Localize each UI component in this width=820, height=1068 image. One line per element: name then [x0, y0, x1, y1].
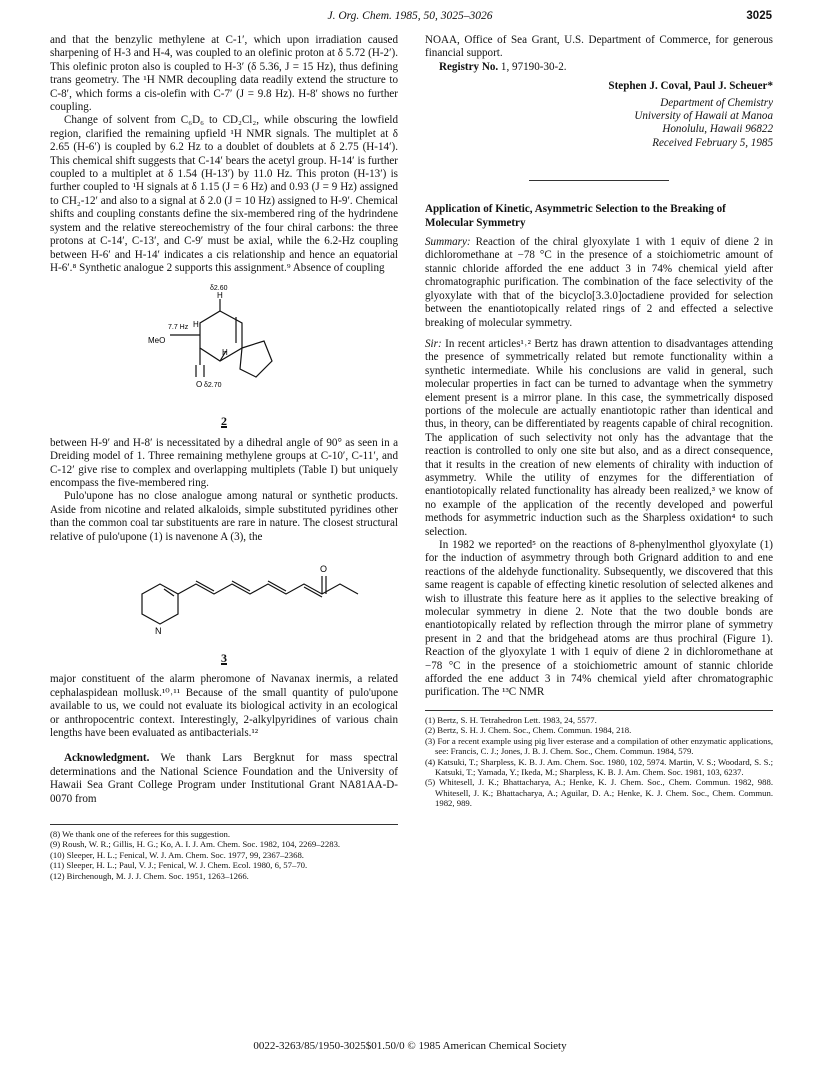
atom-label: H: [217, 291, 223, 301]
footnotes-right: [425, 710, 773, 809]
atom-label: N: [155, 625, 162, 636]
author-signature: [425, 80, 773, 150]
page-number: 3025: [746, 10, 772, 22]
structure-2-drawing: [50, 281, 398, 409]
footnote: (5) Whitesell, J. K.; Bhattacharya, A.; Henke, K. J. Chem. Soc., Chem. Commun. 1982, 988. Whitesell, J. K.; Bhattacharya, A.; Aguilar, D. A.; Henke, K. J. Chem. Soc., Chem. Commun. 1982, 989.: [425, 777, 773, 809]
shift-label: δ2.60: [210, 285, 228, 293]
registry-value: 1, 97190-30-2.: [498, 60, 567, 73]
affiliation-line: University of Hawaii at Manoa: [634, 110, 773, 123]
right-column: [425, 34, 773, 809]
section-divider: [529, 180, 669, 181]
sir-text: In recent articles¹˒² Bertz has drawn attention to disadvantages attending the presence of symmetrically related but remote functionality within a synthetic intermediate. While his conclusions are valid in general, such molecular properties in fact can be turned to advantage when the symmetry element present is a mirror plane. In this case, the symmetrically disposed portions of the molecule are actually enantiotopic rather than identical and thus, in theory, can be differentiated by reagents capable of chiral recognition. The application of such selectivity not only has the advantage that the reaction is controlled to only one site but also, and as a direct consequence, that it results in the creation of new elements of chirality with induction of asymmetry. While the utility of enzymes for the differentiation of enantiotopically related functionality has already been realized,³ we know of no example of the application of the recently developed and powerful methods for asymmetric induction such as the Sharpless oxidation⁴ to such selection.: [425, 337, 773, 538]
footnote: (4) Katsuki, T.; Sharpless, K. B. J. Am. Chem. Soc. 1980, 102, 5974. Martin, V. S.; Woodard, S. S.; Katsuki, T.; Yamada, Y.; Ikeda, M.; Sharpless, K. B. J. Am. Chem. Soc. 1981, 103, 6237.: [425, 756, 773, 777]
atom-label: O: [196, 380, 203, 390]
summary-lead: Summary:: [425, 236, 471, 249]
journal-citation: J. Org. Chem. 1985, 50, 3025–3026: [327, 10, 493, 22]
footnote: (1) Bertz, S. H. Tetrahedron Lett. 1983, 24, 5577.: [425, 714, 597, 725]
left-column: [50, 34, 398, 881]
footnote: (10) Sleeper, H. L.; Fenical, W. J. Am. Chem. Soc. 1977, 99, 2367–2368.: [50, 849, 304, 860]
footnote: (8) We thank one of the referees for this suggestion.: [50, 829, 231, 840]
atom-label: O: [320, 563, 328, 574]
footnote: (11) Sleeper, H. L.; Paul, V. J.; Fenical, W. J. Chem. Ecol. 1980, 6, 57–70.: [50, 860, 308, 871]
footnotes-left: [50, 824, 398, 881]
structure-2-figure: [50, 281, 398, 409]
atom-label: H: [222, 348, 228, 358]
paragraph: between H-9′ and H-8′ is necessitated by a dihedral angle of 90° as seen in a Dreiding model of 1. Three remaining methylene groups at C-10′, C-11′, and C-12′ give rise to complex and overlapping multiplets (Table I) but uniquely encompass the five-membered ring.: [50, 436, 398, 489]
structure-3-drawing: [50, 550, 398, 646]
acknowledgment: [50, 752, 398, 806]
paragraph: Pulo'upone has no close analogue among natural or synthetic products. Aside from nicotine and related alkaloids, simple substituted pyridines other than the common coal tar substituents are rare in nature. The closest structural relative of pulo'upone (1) is navenone A (3), the: [50, 490, 398, 543]
coupling-label: 7.7 Hz: [168, 324, 189, 332]
acknowledgment-text: We thank Lars Bergknut for mass spectral determinations and the National Science Foundation and the University of Hawaii Sea Grant College Program under Institutional Grant NA81AA-D-0070 from: [50, 752, 398, 805]
paragraph: NOAA, Office of Sea Grant, U.S. Department of Commerce, for generous financial support.: [425, 34, 773, 60]
structure-3-label: 3: [221, 650, 227, 665]
structure-3-figure: [50, 550, 398, 646]
received-date: Received February 5, 1985: [652, 136, 773, 149]
acknowledgment-heading: Acknowledgment.: [64, 752, 150, 765]
affiliation-line: Honolulu, Hawaii 96822: [662, 123, 773, 136]
atom-label: H: [193, 320, 199, 330]
affiliation-line: Department of Chemistry: [660, 96, 773, 109]
author-names: Stephen J. Coval, Paul J. Scheuer*: [608, 80, 773, 93]
registry-numbers: [439, 61, 773, 74]
paragraph: [425, 338, 773, 539]
paragraph: Change of solvent from C₆D₆ to CD₂Cl₂, while obscuring the lowfield region, clarified the remaining upfield ¹H NMR signals. The multiplet at δ 2.65 (H-6′) is coupled by 6.2 Hz to a doublet of doublets at δ 2.75 (H-14′). This chemical shift suggests that C-14′ bears the acetyl group. H-14′ is further coupled to a multiplet at δ 1.54 (H-13′) by 11.0 Hz. This proton (H-13′) is further coupled to ¹H signals at δ 1.15 (J = 6 Hz) and 0.93 (J = 9 Hz) assigned to CH₂-12′ and also to a signal at δ 2.0 (J = 10 Hz) assigned to H-9′. Chemical shifts and coupling constants define the six-membered ring of the hydrindene system and the relative stereochemistry of the four chiral carbons: the three protons at C-14′, C-13′, and C-9′ must be axial, while the 6.2-Hz coupling between H-6′ and H-14′ indicates a cis relationship and hence an equatorial H-6′.⁸ Synthetic analogue 2 supports this assignment.⁹ Absence of coupling: [50, 114, 398, 274]
footnote: (12) Birchenough, M. J. J. Chem. Soc. 1951, 1263–1266.: [50, 870, 249, 881]
paragraph: In 1982 we reported⁵ on the reactions of 8-phenylmenthol glyoxylate (1) for the induction of asymmetry through both Grignard addition to and ene reactions of the aldehyde functionality. Subsequently, we discovered that this same reagent is capable of effecting kinetic resolution of selected alkenes and wish to illustrate this feature here as it applies to the selective breaking of molecular symmetry in diene 2. Note that the two double bonds are enantiotopically related by reflection through the mirror plane of symmetry present in 2 and that the bridgehead atoms are thus prochiral (Figure 1). Reaction of the glyoxylate 1 with 1 equiv of diene 2 in dichloromethane at −78 °C in the presence of a stoichiometric amount of stannic chloride afforded the ene adduct 3 in 74% chemical yield after chromatographic purification. The ¹³C NMR: [425, 539, 773, 699]
article-title: Application of Kinetic, Asymmetric Selection to the Breaking of Molecular Symmetry: [425, 203, 726, 229]
paragraph: and that the benzylic methylene at C-1′, which upon irradiation caused sharpening of H-3 and H-4, was coupled to an olefinic proton at δ 5.72 (H-2′). This olefinic proton also is coupled to H-3′ (δ 5.36, J = 15 Hz), thus defining trans geometry. The ¹H NMR decoupling data readily extend the structure to C-8′, which forms a cis-olefin with C-7′ (J = 9.8 Hz). H-8′ shows no further coupling.: [50, 34, 398, 114]
sir-lead: Sir:: [425, 337, 442, 350]
running-header: [0, 10, 820, 30]
registry-label: Registry No.: [439, 60, 499, 73]
summary: [425, 236, 773, 330]
copyright-footer: 0022-3263/85/1950-3025$01.50/0 © 1985 American Chemical Society: [253, 1040, 567, 1052]
structure-2-label: 2: [221, 414, 227, 429]
footnote: (9) Roush, W. R.; Gillis, H. G.; Ko, A. I. J. Am. Chem. Soc. 1982, 104, 2269–2283.: [50, 839, 341, 850]
footnote: (2) Bertz, S. H. J. Chem. Soc., Chem. Commun. 1984, 218.: [425, 725, 632, 736]
summary-text: Reaction of the chiral glyoxylate 1 with 1 equiv of diene 2 in dichloromethane at −78 °C in the presence of a stoichiometric amount of stannic chloride afforded the ene adduct 3 in 74% chemical yield after chromatographic purification. The combination of the face selectivity of the glyoxylate with that of the bicyclo[3.3.0]octadiene provided for selection between the enantiotopically related rings of 2 and effected a selective breaking of molecular symmetry.: [425, 236, 773, 329]
footnote: (3) For a recent example using pig liver esterase and a compilation of other enzymatic applications, see: Francis, C. J.; Jones, J. B. J. Chem. Soc., Chem. Commun. 1984, 579.: [425, 735, 773, 757]
paragraph: major constituent of the alarm pheromone of Navanax inermis, a related cephalaspidean mollusk.¹⁰˒¹¹ Because of the small quantity of pulo'upone available to us, we could not evaluate its biological activity in an ecological or anthropocentric context. Interestingly, 2-alkylpyridines of various chain lengths have been evaluated as antibacterials.¹²: [50, 673, 398, 739]
atom-label: MeO: [148, 336, 166, 346]
shift-label: δ2.70: [204, 382, 222, 390]
